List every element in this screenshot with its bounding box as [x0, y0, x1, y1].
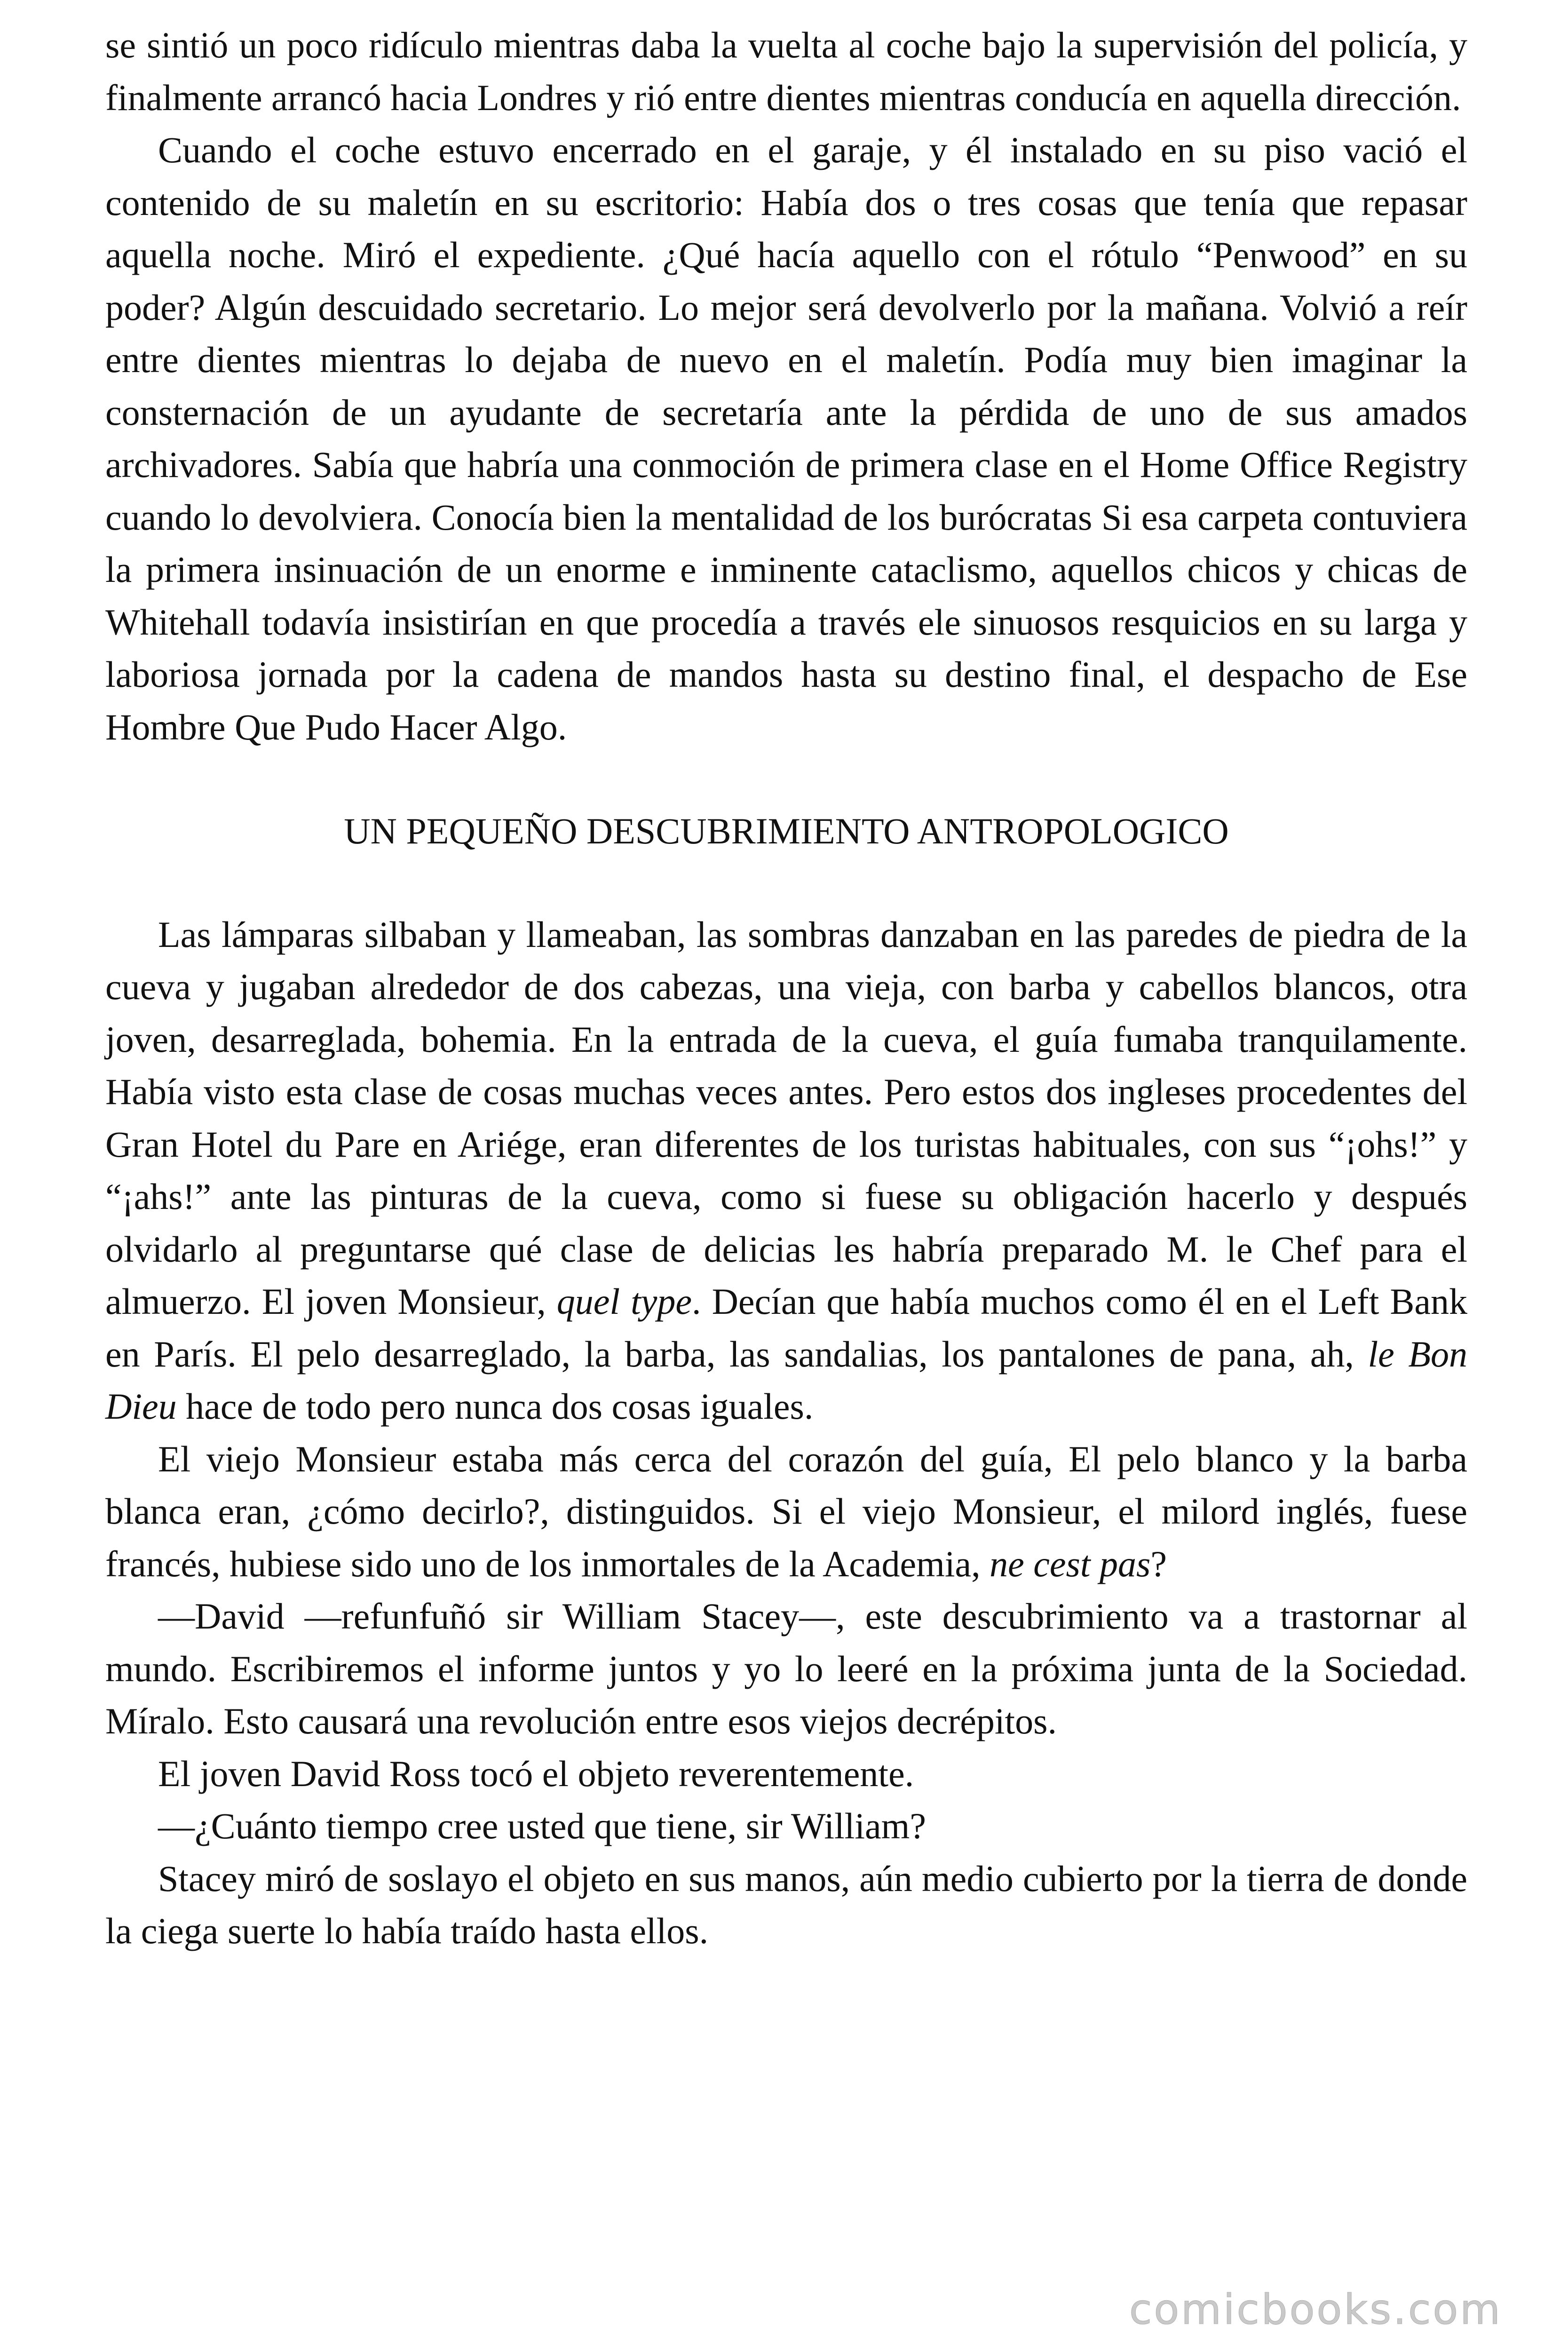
paragraph	[105, 1852, 1467, 1957]
text-run: . Decían que había muchos como él en el Left Bank en París. El pelo desarreglado, la barba, las sandalias, los pantalones de pana, ah,	[105, 1281, 1468, 1375]
italic-phrase: ne cest pas	[990, 1543, 1151, 1584]
text-block-before-heading	[105, 19, 1467, 753]
text-run: ?	[1150, 1543, 1167, 1584]
text-run: El viejo Monsieur estaba más cerca del corazón del guía, El pelo blanco y la barba blanca eran, ¿cómo decirlo?, distinguidos. Si el viejo Monsieur, el milord inglés, fuese francés, hubiese sido uno de los inmortales de la Academia,	[105, 1438, 1467, 1584]
paragraph	[105, 1800, 1467, 1852]
watermark-text: comicbooks.com	[1129, 2285, 1502, 2334]
text-run: Cuando el coche estuvo encerrado en el garaje, y él instalado en su piso vació el contenido de su maletín en su escritorio: Había dos o tres cosas que tenía que repasar aquella noche. Miró el expediente. ¿Qué hacía aquello con el rótulo “Penwood” en su poder? Algún descuidado secretario. Lo mejor será devolverlo por la mañana. Volvió a reír entre dientes mientras lo dejaba de nuevo en el maletín. Podía muy bien imaginar la consternación de un ayudante de secretaría ante la pérdida de uno de sus amados archivadores. Sabía que habría una conmoción de primera clase en el Home Office Registry cuando lo devolviera. Conocía bien la mentalidad de los burócratas Si esa carpeta contuviera la primera insinuación de un enorme e inminente cataclismo, aquellos chicos y chicas de Whitehall todavía insistirían en que procedía a través ele sinuosos resquicios en su larga y laboriosa jornada por la cadena de mandos hasta su destino final, el despacho de Ese Hombre Que Pudo Hacer Algo.	[105, 129, 1467, 747]
italic-phrase: le Bon Dieu	[105, 1333, 1468, 1427]
paragraph	[105, 19, 1467, 124]
paragraph	[105, 124, 1467, 753]
text-run: Las lámparas silbaban y llameaban, las sombras danzaban en las paredes de piedra de la cueva y jugaban alrededor de dos cabezas, una vieja, con barba y cabellos blancos, otra joven, desarreglada, bohemia. En la entrada de la cueva, el guía fumaba tranquilamente. Había visto esta clase de cosas muchas veces antes. Pero estos dos ingleses procedentes del Gran Hotel du Pare en Ariége, eran diferentes de los turistas habituales, con sus “¡ohs!” y “¡ahs!” ante las pinturas de la cueva, como si fuese su obligación hacerlo y después olvidarlo al preguntarse qué clase de delicias les habría preparado M. le Chef para el almuerzo. El joven Monsieur,	[105, 914, 1467, 1322]
text-block-after-heading	[105, 908, 1467, 1957]
paragraph	[105, 1433, 1467, 1590]
text-run: se sintió un poco ridículo mientras daba la vuelta al coche bajo la supervisión del policía, y finalmente arrancó hacia Londres y rió entre dientes mientras conducía en aquella dirección.	[105, 24, 1467, 118]
italic-phrase: quel type	[556, 1281, 692, 1322]
text-run: hace de todo pero nunca dos cosas iguales.	[176, 1386, 814, 1427]
text-run: —David —refunfuñó sir William Stacey—, este descubrimiento va a trastornar al mundo. Escribiremos el informe juntos y yo lo leeré en la próxima junta de la Sociedad. Míralo. Esto causará una revolución entre esos viejos decrépitos.	[105, 1596, 1467, 1741]
text-run: Stacey miró de soslayo el objeto en sus manos, aún medio cubierto por la tierra de donde la ciega suerte lo había traído hasta ellos.	[105, 1858, 1467, 1951]
chapter-heading: UN PEQUEÑO DESCUBRIMIENTO ANTROPOLOGICO	[344, 810, 1229, 851]
book-page	[105, 19, 1467, 1957]
text-run: El joven David Ross tocó el objeto reverentemente.	[158, 1753, 914, 1794]
paragraph	[105, 1590, 1467, 1748]
text-run: —¿Cuánto tiempo cree usted que tiene, sir William?	[158, 1805, 926, 1846]
paragraph	[105, 1748, 1467, 1800]
paragraph	[105, 908, 1467, 1433]
